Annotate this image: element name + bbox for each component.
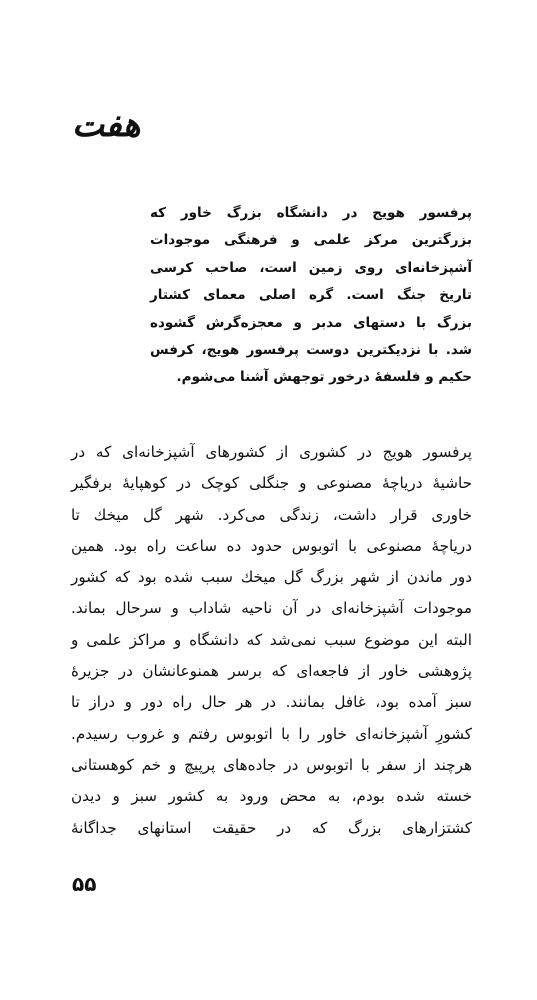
body-line: سبز آمده بود، غافل بمانند. در هر حال راه دور و دراز تا — [71, 693, 472, 712]
summary-line: پرفسور هویج در دانشگاه بزرگ خاور که — [150, 205, 472, 221]
summary-line: بزرگترین مرکز علمی و فرهنگی موجودات — [150, 232, 472, 249]
body-line: کشتزارهای بزرگ که در حقیقت استانهای جداگانهٔ — [71, 818, 472, 837]
page-number: ۵۵ — [72, 872, 97, 896]
body-line: کشورِ آشپزخانه‌ای خاور را با اتوبوس رفتم و غروب رسیدم. — [71, 724, 472, 743]
body-line: خاوری قرار داشت، زندگی می‌کرد. شهر گل میخك تا — [71, 505, 472, 524]
chapter-summary — [150, 200, 472, 392]
summary-line: شد. با نزدیکترین دوست پرفسور هویج، کرفس — [150, 342, 472, 359]
body-line: پرفسور هویج در کشوری از کشورهای آشپزخانه‌ای که در — [71, 443, 472, 461]
body-paragraph — [71, 437, 472, 844]
summary-line: بزرگ با دستهای مدبر و معجزه‌گرش گشوده — [150, 314, 472, 331]
body-line: البته این موضوع سبب نمی‌شد که دانشگاه و مراکز علمی و — [71, 630, 472, 649]
body-line: حاشیهٔ دریاچهٔ مصنوعی و جنگلی کوچک در کوهپایهٔ برفگیر — [71, 474, 472, 493]
summary-line: تاریخ جنگ است. گره اصلی معمای کشتار — [150, 287, 472, 304]
body-line: دریاچهٔ مصنوعی با اتوبوس حدود ده ساعت راه بود. همین — [71, 536, 472, 555]
body-line: موجودات آشپزخانه‌ای در آن ناحیه شاداب و سرحال بماند. — [71, 599, 472, 618]
summary-line: حکیم و فلسفهٔ درخور توجهش آشنا می‌شوم. — [176, 369, 472, 386]
chapter-title: هفت — [72, 105, 141, 145]
body-line: خسته شده بودم، به محض ورود به کشور سبز و دیدن — [71, 787, 472, 806]
body-line: پژوهشی خاور از فاجعه‌ای که برسر همنوعانشان در جزیرهٔ — [71, 662, 472, 681]
summary-line: آشپزخانه‌ای روی زمین است، صاحب کرسی — [150, 259, 472, 276]
body-line: دور ماندن از شهر بزرگ گل میخك سبب شده بود که کشور — [71, 568, 472, 587]
body-line: هرچند از سفر با اتوبوس در جاده‌های پرپیچ و خم کوهستانی — [71, 755, 472, 774]
